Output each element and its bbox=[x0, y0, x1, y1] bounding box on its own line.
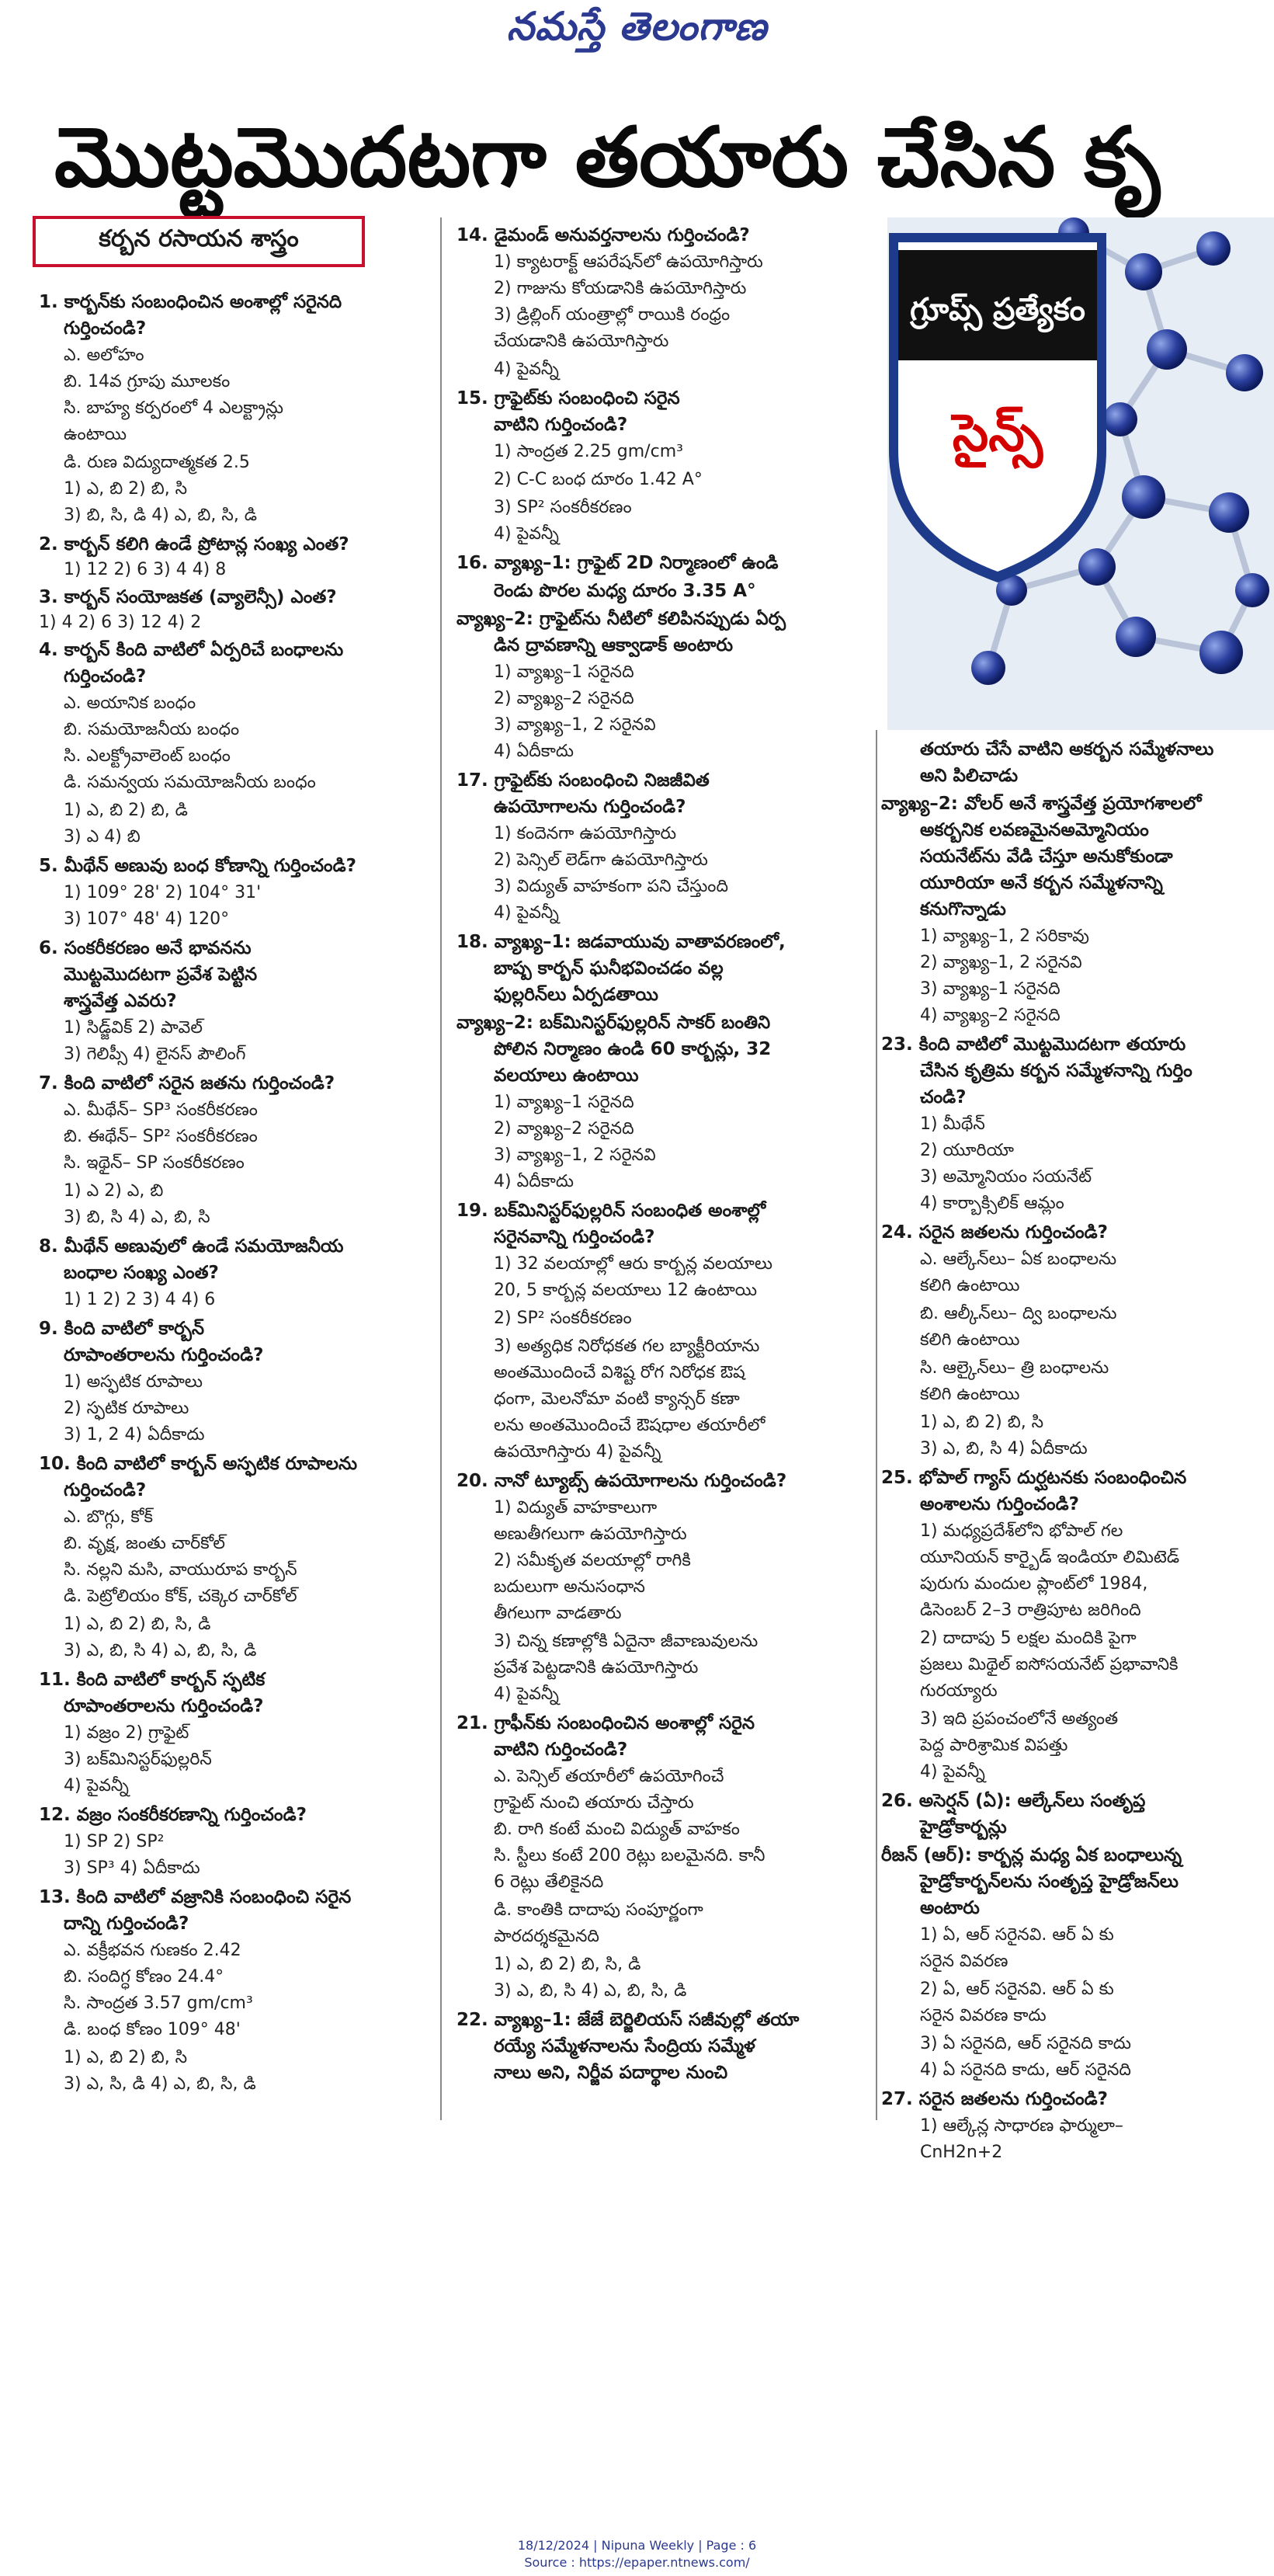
question-text: 26. అసెర్షన్ (ఏ): ఆల్కేన్‌లు సంతృప్త bbox=[881, 1791, 1146, 1811]
option-text: లను అంతమొందించే ఔషధాల తయారీలో bbox=[494, 1416, 765, 1435]
option-text: 4) పైవన్నీ bbox=[494, 903, 559, 923]
question-text: 27. సరైన జతలను గుర్తించండి? bbox=[881, 2089, 1108, 2109]
question-text: వ్యాఖ్య–2: వోలర్ అనే శాస్త్రవేత్త ప్రయోగశాలలో bbox=[881, 794, 1202, 814]
option-text: గ్రాఫైట్ నుంచి తయారు చేస్తారు bbox=[494, 1793, 694, 1813]
question-text: కనుగొన్నాడు bbox=[920, 899, 1006, 920]
question-text: బంధాల సంఖ్య ఎంత? bbox=[64, 1263, 219, 1283]
option-text: అణుతీగలుగా ఉపయోగిస్తారు bbox=[494, 1524, 687, 1544]
option-text: బి. వృక్ష, జంతు చార్‌కోల్ bbox=[64, 1534, 225, 1553]
question-text: నాలు అని, నిర్జీవ పదార్థాల నుంచి bbox=[494, 2063, 728, 2083]
option-text: ప్రవేశ పెట్టడానికి ఉపయోగిస్తారు bbox=[494, 1658, 699, 1677]
option-text: 3) ఎ, సి, డి 4) ఎ, బి, సి, డి bbox=[64, 2074, 256, 2094]
masthead-logo: నమస్తే తెలంగాణ bbox=[506, 3, 768, 49]
option-text: సి. నల్లని మసి, వాయురూప కార్బన్ bbox=[64, 1560, 297, 1580]
option-text: బి. ఈథేన్– SP² సంకరీకరణం bbox=[64, 1127, 258, 1146]
option-text: 1) ఆల్కేన్ల సాధారణ ఫార్ములా– bbox=[920, 2116, 1123, 2136]
question-text: వాటిని గుర్తించండి? bbox=[494, 415, 628, 435]
option-text: 3) ఇది ప్రపంచంలోనే అత్యంత bbox=[920, 1709, 1119, 1729]
question-text: 18. వ్యాఖ్య–1: జడవాయువు వాతావరణంలో, bbox=[456, 932, 786, 952]
option-text: సి. ఎలక్ట్రోవాలెంట్ బంధం bbox=[64, 746, 231, 766]
question-text: మొట్టమొదటగా ప్రవేశ పెట్టిన bbox=[64, 965, 258, 985]
question-text: రయ్యే సమ్మేళనాలను సేంద్రియ సమ్మేళ bbox=[494, 2036, 755, 2056]
option-text: 4) ఏ సరైనది కాదు, ఆర్ సరైనది bbox=[920, 2060, 1131, 2080]
option-text: సి. ఇథైన్– SP సంకరీకరణం bbox=[64, 1153, 245, 1173]
section-title-box bbox=[33, 216, 365, 267]
question-text: రీజన్ (ఆర్): కార్బన్ల మధ్య ఏక బంధాలున్న bbox=[881, 1845, 1182, 1865]
question-text: 12. వజ్రం సంకరీకరణాన్ని గుర్తించండి? bbox=[39, 1805, 307, 1825]
option-text: 2) వ్యాఖ్య–2 సరైనది bbox=[494, 1119, 634, 1139]
option-text: 1) ఎ, బి 2) బి, సి, డి bbox=[494, 1955, 641, 1974]
option-text: 1) మధ్యప్రదేశ్‌లోని భోపాల్ గల bbox=[920, 1521, 1123, 1541]
option-text: డిసెంబర్ 2–3 రాత్రిపూట జరిగింది bbox=[920, 1601, 1141, 1620]
option-text: తీగలుగా వాడతారు bbox=[494, 1604, 622, 1623]
promo-title: గ్రూప్స్ ప్రత్యేకం bbox=[910, 292, 1085, 328]
shield-badge bbox=[889, 233, 1106, 582]
option-text: 2) గాజును కోయడానికి ఉపయోగిస్తారు bbox=[494, 279, 747, 298]
option-text: 1) సాంద్రత 2.25 gm/cm³ bbox=[494, 442, 683, 461]
question-text: సరైనవాన్ని గుర్తించండి? bbox=[494, 1227, 655, 1247]
question-text: 25. భోపాల్ గ్యాస్ దుర్ఘటనకు సంబంధించిన bbox=[881, 1468, 1187, 1488]
option-text: ఎ. అయానిక బంధం bbox=[64, 694, 196, 713]
question-text: రూపాంతరాలను గుర్తించండి? bbox=[64, 1696, 264, 1716]
question-text: రెండు పొరల మధ్య దూరం 3.35 A° bbox=[494, 581, 756, 601]
option-text: 3) వ్యాఖ్య–1, 2 సరైనవి bbox=[494, 715, 656, 735]
option-text: 3) SP² సంకరీకరణం bbox=[494, 498, 632, 517]
option-text: 1) వ్యాఖ్య–1 సరైనది bbox=[494, 1093, 634, 1112]
option-text: 3) 1, 2 4) ఏదీకాదు bbox=[64, 1425, 205, 1444]
question-text: గుర్తించండి? bbox=[64, 318, 147, 339]
option-text: 2) పెన్సిల్ లెడ్‌గా ఉపయోగిస్తారు bbox=[494, 850, 708, 870]
question-text: 11. కింది వాటిలో కార్బన్ స్ఫటిక bbox=[39, 1670, 266, 1690]
option-text: ఎ. ఆల్కేన్‌లు– ఏక బంధాలను bbox=[920, 1250, 1117, 1269]
option-text: ఎ. పెన్సిల్ తయారీలో ఉపయోగించే bbox=[494, 1767, 724, 1786]
section-title: కర్బన రసాయన శాస్త్రం bbox=[99, 225, 299, 252]
option-text: 1) 12 2) 6 3) 4 4) 8 bbox=[64, 560, 227, 579]
option-text: 1) విద్యుత్ వాహకాలుగా bbox=[494, 1498, 658, 1517]
option-text: 3) బి, సి, డి 4) ఎ, బి, సి, డి bbox=[64, 506, 258, 525]
option-text: సి. సాంద్రత 3.57 gm/cm³ bbox=[64, 1994, 253, 2013]
promo-subject: సైన్స్ bbox=[952, 403, 1043, 463]
option-text: బదులుగా అనుసంధాన bbox=[494, 1577, 646, 1597]
option-text: 1) ఎ, బి 2) బి, సి bbox=[920, 1413, 1044, 1432]
question-text: 9. కింది వాటిలో కార్బన్ bbox=[39, 1319, 205, 1339]
option-text: బి. సమయోజనీయ బంధం bbox=[64, 720, 240, 739]
option-text: 4) పైవన్నీ bbox=[64, 1776, 129, 1796]
option-text: బి. ఆల్కీన్‌లు– ద్వి బంధాలను bbox=[920, 1304, 1117, 1323]
option-text: కలిగి ఉంటాయి bbox=[920, 1330, 1020, 1350]
option-text: 3) ఏ సరైనది, ఆర్ సరైనది కాదు bbox=[920, 2034, 1131, 2053]
option-text: 3) చిన్న కణాల్లోకి ఏదైనా జీవాణువులను bbox=[494, 1632, 758, 1651]
option-text: 4) ఏదీకాదు bbox=[494, 1172, 574, 1191]
question-text: 24. సరైన జతలను గుర్తించండి? bbox=[881, 1222, 1108, 1243]
question-text: 1. కార్బన్‌కు సంబంధించిన అంశాల్లో సరైనది bbox=[39, 292, 342, 312]
question-text: బాష్ప కార్బన్ ఘనీభవించడం వల్ల bbox=[494, 958, 724, 979]
option-text: 4) పైవన్నీ bbox=[494, 1684, 559, 1704]
option-text: 1) వజ్రం 2) గ్రాఫైట్ bbox=[64, 1723, 189, 1743]
option-text: బి. రాగి కంటే మంచి విద్యుత్ వాహకం bbox=[494, 1820, 740, 1839]
option-text: ఉపయోగిస్తారు 4) పైవన్నీ bbox=[494, 1442, 661, 1462]
question-text: 7. కింది వాటిలో సరైన జతను గుర్తించండి? bbox=[39, 1073, 335, 1093]
option-text: ఎ. మీథేన్– SP³ సంకరీకరణం bbox=[64, 1100, 258, 1120]
question-text: అంటారు bbox=[920, 1898, 980, 1918]
question-text: 16. వ్యాఖ్య–1: గ్రాఫైట్ 2D నిర్మాణంలో ఉండి bbox=[456, 553, 779, 573]
option-text: 1) ఎ, బి 2) బి, సి, డి bbox=[64, 1615, 211, 1634]
option-text: 3) ఎ 4) బి bbox=[64, 827, 141, 846]
question-text: 21. గ్రాఫీన్‌కు సంబంధించిన అంశాల్లో సరైన bbox=[456, 1713, 755, 1733]
question-text: అకర్బనిక లవణమైనఅమ్మోనియం bbox=[920, 820, 1149, 840]
option-text: 3) SP³ 4) ఏదీకాదు bbox=[64, 1858, 200, 1878]
option-text: ఎ. బొగ్గు, కోక్ bbox=[64, 1507, 153, 1527]
question-text: అని పిలిచాడు bbox=[920, 766, 1019, 786]
column-divider bbox=[440, 217, 442, 2120]
option-text: 1) వ్యాఖ్య–1, 2 సరికావు bbox=[920, 926, 1089, 946]
question-text: శాస్త్రవేత్త ఎవరు? bbox=[64, 991, 177, 1011]
question-text: 20. నానో ట్యూబ్స్ ఉపయోగాలను గుర్తించండి? bbox=[456, 1471, 787, 1491]
option-text: ఎ. వక్రీభవన గుణకం 2.42 bbox=[64, 1941, 241, 1960]
question-text: డిన ద్రావణాన్ని ఆక్వాడాక్ అంటారు bbox=[494, 635, 734, 655]
option-text: గురయ్యారు bbox=[920, 1681, 998, 1701]
option-text: 2) యూరియా bbox=[920, 1141, 1014, 1160]
option-text: CnH2n+2 bbox=[920, 2143, 1003, 2162]
question-text: హైడ్రోకార్బన్లు bbox=[920, 1817, 1007, 1837]
headline: మొట్టమొదటగా తయారు చేసిన కృ bbox=[54, 110, 1160, 205]
option-text: 1) కందెనగా ఉపయోగిస్తారు bbox=[494, 824, 677, 843]
option-text: 2) స్ఫటిక రూపాలు bbox=[64, 1399, 189, 1418]
option-text: అంతమొందించే విశిష్ట రోగ నిరోధక ఔష bbox=[494, 1363, 745, 1382]
masthead bbox=[0, 0, 1274, 62]
question-text: చండి? bbox=[920, 1087, 967, 1107]
option-text: సి. బాహ్య కర్పరంలో 4 ఎలక్ట్రాన్లు bbox=[64, 398, 284, 418]
question-text: గుర్తించండి? bbox=[64, 1480, 147, 1500]
molecule-illustration bbox=[887, 217, 1274, 730]
option-text: 2) సమీకృత వలయాల్లో రాగికి bbox=[494, 1551, 691, 1570]
question-text: తయారు చేసే వాటిని అకర్బన సమ్మేళనాలు bbox=[920, 739, 1214, 760]
option-text: బి. 14వ గ్రూపు మూలకం bbox=[64, 372, 231, 391]
option-text: 3) వ్యాఖ్య–1, 2 సరైనవి bbox=[494, 1145, 656, 1165]
option-text: 3) ఎ, బి, సి 4) ఎ, బి, సి, డి bbox=[64, 1641, 257, 1660]
option-text: 3) అమ్మోనియం సయనేట్ bbox=[920, 1167, 1092, 1187]
option-text: సి. ఆల్కైన్‌లు– త్రి బంధాలను bbox=[920, 1358, 1109, 1378]
question-text: 23. కింది వాటిలో మొట్టమొదటగా తయారు bbox=[881, 1034, 1186, 1055]
question-text: 13. కింది వాటిలో వజ్రానికి సంబంధించి సరైన bbox=[39, 1887, 352, 1907]
option-text: డి. కాంతికి దాదాపు సంపూర్ణంగా bbox=[494, 1900, 703, 1920]
option-text: 3) బి, సి 4) ఎ, బి, సి bbox=[64, 1208, 210, 1227]
option-text: పారదర్శకమైనది bbox=[494, 1927, 599, 1946]
option-text: 1) వ్యాఖ్య–1 సరైనది bbox=[494, 662, 634, 682]
option-text: ధంగా, మెలనోమా వంటి క్యాన్సర్ కణా bbox=[494, 1389, 740, 1409]
question-text: ఉపయోగాలను గుర్తించండి? bbox=[494, 797, 686, 817]
question-text: రూపాంతరాలను గుర్తించండి? bbox=[64, 1345, 264, 1365]
option-text: డి. రుణ విద్యుదాత్మకత 2.5 bbox=[64, 453, 250, 472]
question-text: పోలిన నిర్మాణం ఉండి 60 కార్బన్లు, 32 bbox=[494, 1039, 772, 1059]
question-text: ఫుల్లరిన్‌లు ఏర్పడతాయి bbox=[494, 985, 658, 1005]
option-text: పురుగు మందుల ప్లాంట్‌లో 1984, bbox=[920, 1574, 1148, 1594]
option-text: 1) 109° 28' 2) 104° 31' bbox=[64, 883, 262, 902]
option-text: 1) 1 2) 2 3) 4 4) 6 bbox=[64, 1290, 216, 1309]
question-text: 15. గ్రాఫైట్‌కు సంబంధించి సరైన bbox=[456, 388, 680, 408]
question-text: 8. మీథేన్ అణువులో ఉండే సమయోజనీయ bbox=[39, 1236, 344, 1257]
footer-source-line: Source : https://epaper.ntnews.com/ bbox=[524, 2555, 750, 2570]
option-text: 2) దాదాపు 5 లక్షల మందికి పైగా bbox=[920, 1629, 1137, 1648]
question-text: 22. వ్యాఖ్య–1: జేజే బెర్జిలియస్ సజీవుల్లో తయా bbox=[456, 2010, 800, 2030]
option-text: 6 రెట్లు తేలికైనది bbox=[494, 1872, 604, 1892]
option-text: యూనియన్ కార్బైడ్ ఇండియా లిమిటెడ్ bbox=[920, 1548, 1180, 1567]
column-divider bbox=[876, 730, 877, 2120]
option-text: 3) వ్యాఖ్య–1 సరైనది bbox=[920, 979, 1061, 999]
option-text: 4) ఏదీకాదు bbox=[494, 742, 574, 761]
question-text: హైడ్రోకార్బన్‌లను సంతృప్త హైడ్రోజన్‌లు bbox=[920, 1872, 1179, 1892]
question-text: వాటిని గుర్తించండి? bbox=[494, 1740, 628, 1760]
option-text: 4) కార్బాక్సిలిక్ ఆమ్లం bbox=[920, 1194, 1064, 1213]
option-text: 2) SP² సంకరీకరణం bbox=[494, 1309, 632, 1328]
question-text: 17. గ్రాఫైట్‌కు సంబంధించి నిజజీవిత bbox=[456, 770, 710, 791]
question-text: వ్యాఖ్య–2: బక్‌మినిస్టర్‌ఫుల్లరిన్ సాకర్ బంతిని bbox=[456, 1013, 771, 1033]
option-text: డి. బంధ కోణం 109° 48' bbox=[64, 2020, 241, 2039]
footer-date-line: 18/12/2024 | Nipuna Weekly | Page : 6 bbox=[517, 2538, 757, 2553]
promo-box bbox=[887, 217, 1274, 730]
option-text: 20, 5 కార్బన్ల వలయాలు 12 ఉంటాయి bbox=[494, 1281, 758, 1300]
question-text: యూరియా అనే కర్బన సమ్మేళనాన్ని bbox=[920, 873, 1163, 893]
question-text: 5. మీథేన్ అణువు బంధ కోణాన్ని గుర్తించండి? bbox=[39, 856, 356, 876]
question-text: 6. సంకరీకరణం అనే భావనను bbox=[39, 938, 252, 958]
option-text: 3) ఎ, బి, సి 4) ఎ, బి, సి, డి bbox=[494, 1981, 687, 2001]
option-text: 1) SP 2) SP² bbox=[64, 1832, 165, 1851]
option-text: 1) సిడ్జ్‌విక్ 2) పావెల్ bbox=[64, 1018, 203, 1038]
option-text: 3) ఎ, బి, సి 4) ఏదీకాదు bbox=[920, 1439, 1088, 1458]
option-text: 1) ఎ 2) ఎ, బి bbox=[64, 1181, 164, 1201]
option-text: 3) డ్రిల్లింగ్ యంత్రాల్లో రాయికి రంధ్రం bbox=[494, 305, 731, 325]
option-text: బి. సందిగ్ధ కోణం 24.4° bbox=[64, 1967, 224, 1987]
option-text: పెద్ద పారిశ్రామిక విపత్తు bbox=[920, 1736, 1068, 1755]
option-text: 3) గెలిప్సీ 4) లైనస్ పౌలింగ్ bbox=[64, 1045, 246, 1064]
option-text: 4) పైవన్నీ bbox=[920, 1762, 985, 1782]
option-text: 3) అత్యధిక నిరోధకత గల బ్యాక్టీరియాను bbox=[494, 1337, 760, 1356]
option-text: ఎ. అలోహం bbox=[64, 346, 144, 365]
question-text: 3. కార్బన్ సంయోజకత (వ్యాలెన్సీ) ఎంత? bbox=[39, 587, 337, 607]
option-text: 1) 32 వలయాల్లో ఆరు కార్బన్ల వలయాలు bbox=[494, 1254, 773, 1274]
option-text: 3) విద్యుత్ వాహకంగా పని చేస్తుంది bbox=[494, 877, 728, 896]
question-text: గుర్తించండి? bbox=[64, 666, 147, 687]
question-text: వలయాలు ఉంటాయి bbox=[494, 1066, 639, 1086]
option-text: చేయడానికి ఉపయోగిస్తారు bbox=[494, 332, 669, 351]
option-text: 1) అస్ఫటిక రూపాలు bbox=[64, 1372, 203, 1392]
option-text: 2) వ్యాఖ్య–2 సరైనది bbox=[494, 689, 634, 708]
question-text: సయనేట్‌ను వేడి చేస్తూ అనుకోకుండా bbox=[920, 846, 1173, 867]
option-text: డి. పెట్రోలియం కోక్, చక్కెర చార్‌కోల్ bbox=[64, 1587, 297, 1606]
option-text: 2) ఏ, ఆర్ సరైనవి. ఆర్ ఏ కు bbox=[920, 1980, 1114, 1999]
option-text: సరైన వివరణ bbox=[920, 1952, 1008, 1971]
option-text: 4) పైవన్నీ bbox=[494, 360, 559, 379]
option-text: 1) ఎ, బి 2) బి, డి bbox=[64, 801, 188, 820]
option-text: కలిగి ఉంటాయి bbox=[920, 1385, 1020, 1404]
option-text: కలిగి ఉంటాయి bbox=[920, 1276, 1020, 1295]
question-text: 19. బక్‌మినిస్టర్‌ఫుల్లరిన్ సంబంధిత అంశాల్లో bbox=[456, 1201, 766, 1221]
question-text: అంశాలను గుర్తించండి? bbox=[920, 1494, 1079, 1514]
option-text: డి. సమన్వయ సమయోజనీయ బంధం bbox=[64, 773, 316, 792]
option-text: 1) 4 2) 6 3) 12 4) 2 bbox=[39, 613, 202, 632]
question-text: దాన్ని గుర్తించండి? bbox=[64, 1914, 189, 1934]
question-text: 4. కార్బన్ కింది వాటిలో ఏర్పరిచే బంధాలను bbox=[39, 640, 344, 660]
question-text: చేసిన కృత్రిమ కర్బన సమ్మేళనాన్ని గుర్తిం bbox=[920, 1061, 1192, 1081]
option-text: 1) మీథేన్ bbox=[920, 1114, 985, 1134]
option-text: 4) వ్యాఖ్య–2 సరైనది bbox=[920, 1006, 1061, 1025]
option-text: సరైన వివరణ కాదు bbox=[920, 2006, 1047, 2025]
question-text: వ్యాఖ్య–2: గ్రాఫైట్‌ను నీటిలో కలిపినప్పుడు ఏర్ప bbox=[456, 609, 786, 629]
option-text: ప్రజలు మిథైల్ ఐసోసయనేట్ ప్రభావానికి bbox=[920, 1655, 1179, 1674]
question-text: 2. కార్బన్ కలిగి ఉండే ప్రోటాన్ల సంఖ్య ఎంత? bbox=[39, 534, 349, 554]
option-text: ఉంటాయి bbox=[64, 425, 127, 444]
option-text: సి. స్టీలు కంటే 200 రెట్లు బలమైనది. కానీ bbox=[494, 1846, 765, 1865]
option-text: 4) పైవన్నీ bbox=[494, 524, 559, 544]
question-text: 10. కింది వాటిలో కార్బన్ అస్ఫటిక రూపాలను bbox=[39, 1454, 358, 1474]
question-text: 14. డైమండ్ అనువర్తనాలను గుర్తించండి? bbox=[456, 225, 750, 245]
option-text: 2) C-C బంధ దూరం 1.42 A° bbox=[494, 470, 703, 489]
option-text: 3) బక్‌మినిస్టర్‌ఫుల్లరిన్ bbox=[64, 1750, 212, 1769]
option-text: 1) ఎ, బి 2) బి, సి bbox=[64, 2048, 188, 2067]
option-text: 2) వ్యాఖ్య–1, 2 సరైనవి bbox=[920, 953, 1082, 972]
option-text: 1) క్యాటరాక్ట్ ఆపరేషన్‌లో ఉపయోగిస్తారు bbox=[494, 252, 763, 272]
option-text: 1) ఏ, ఆర్ సరైనవి. ఆర్ ఏ కు bbox=[920, 1925, 1114, 1945]
option-text: 1) ఎ, బి 2) బి, సి bbox=[64, 479, 188, 499]
option-text: 3) 107° 48' 4) 120° bbox=[64, 909, 230, 929]
